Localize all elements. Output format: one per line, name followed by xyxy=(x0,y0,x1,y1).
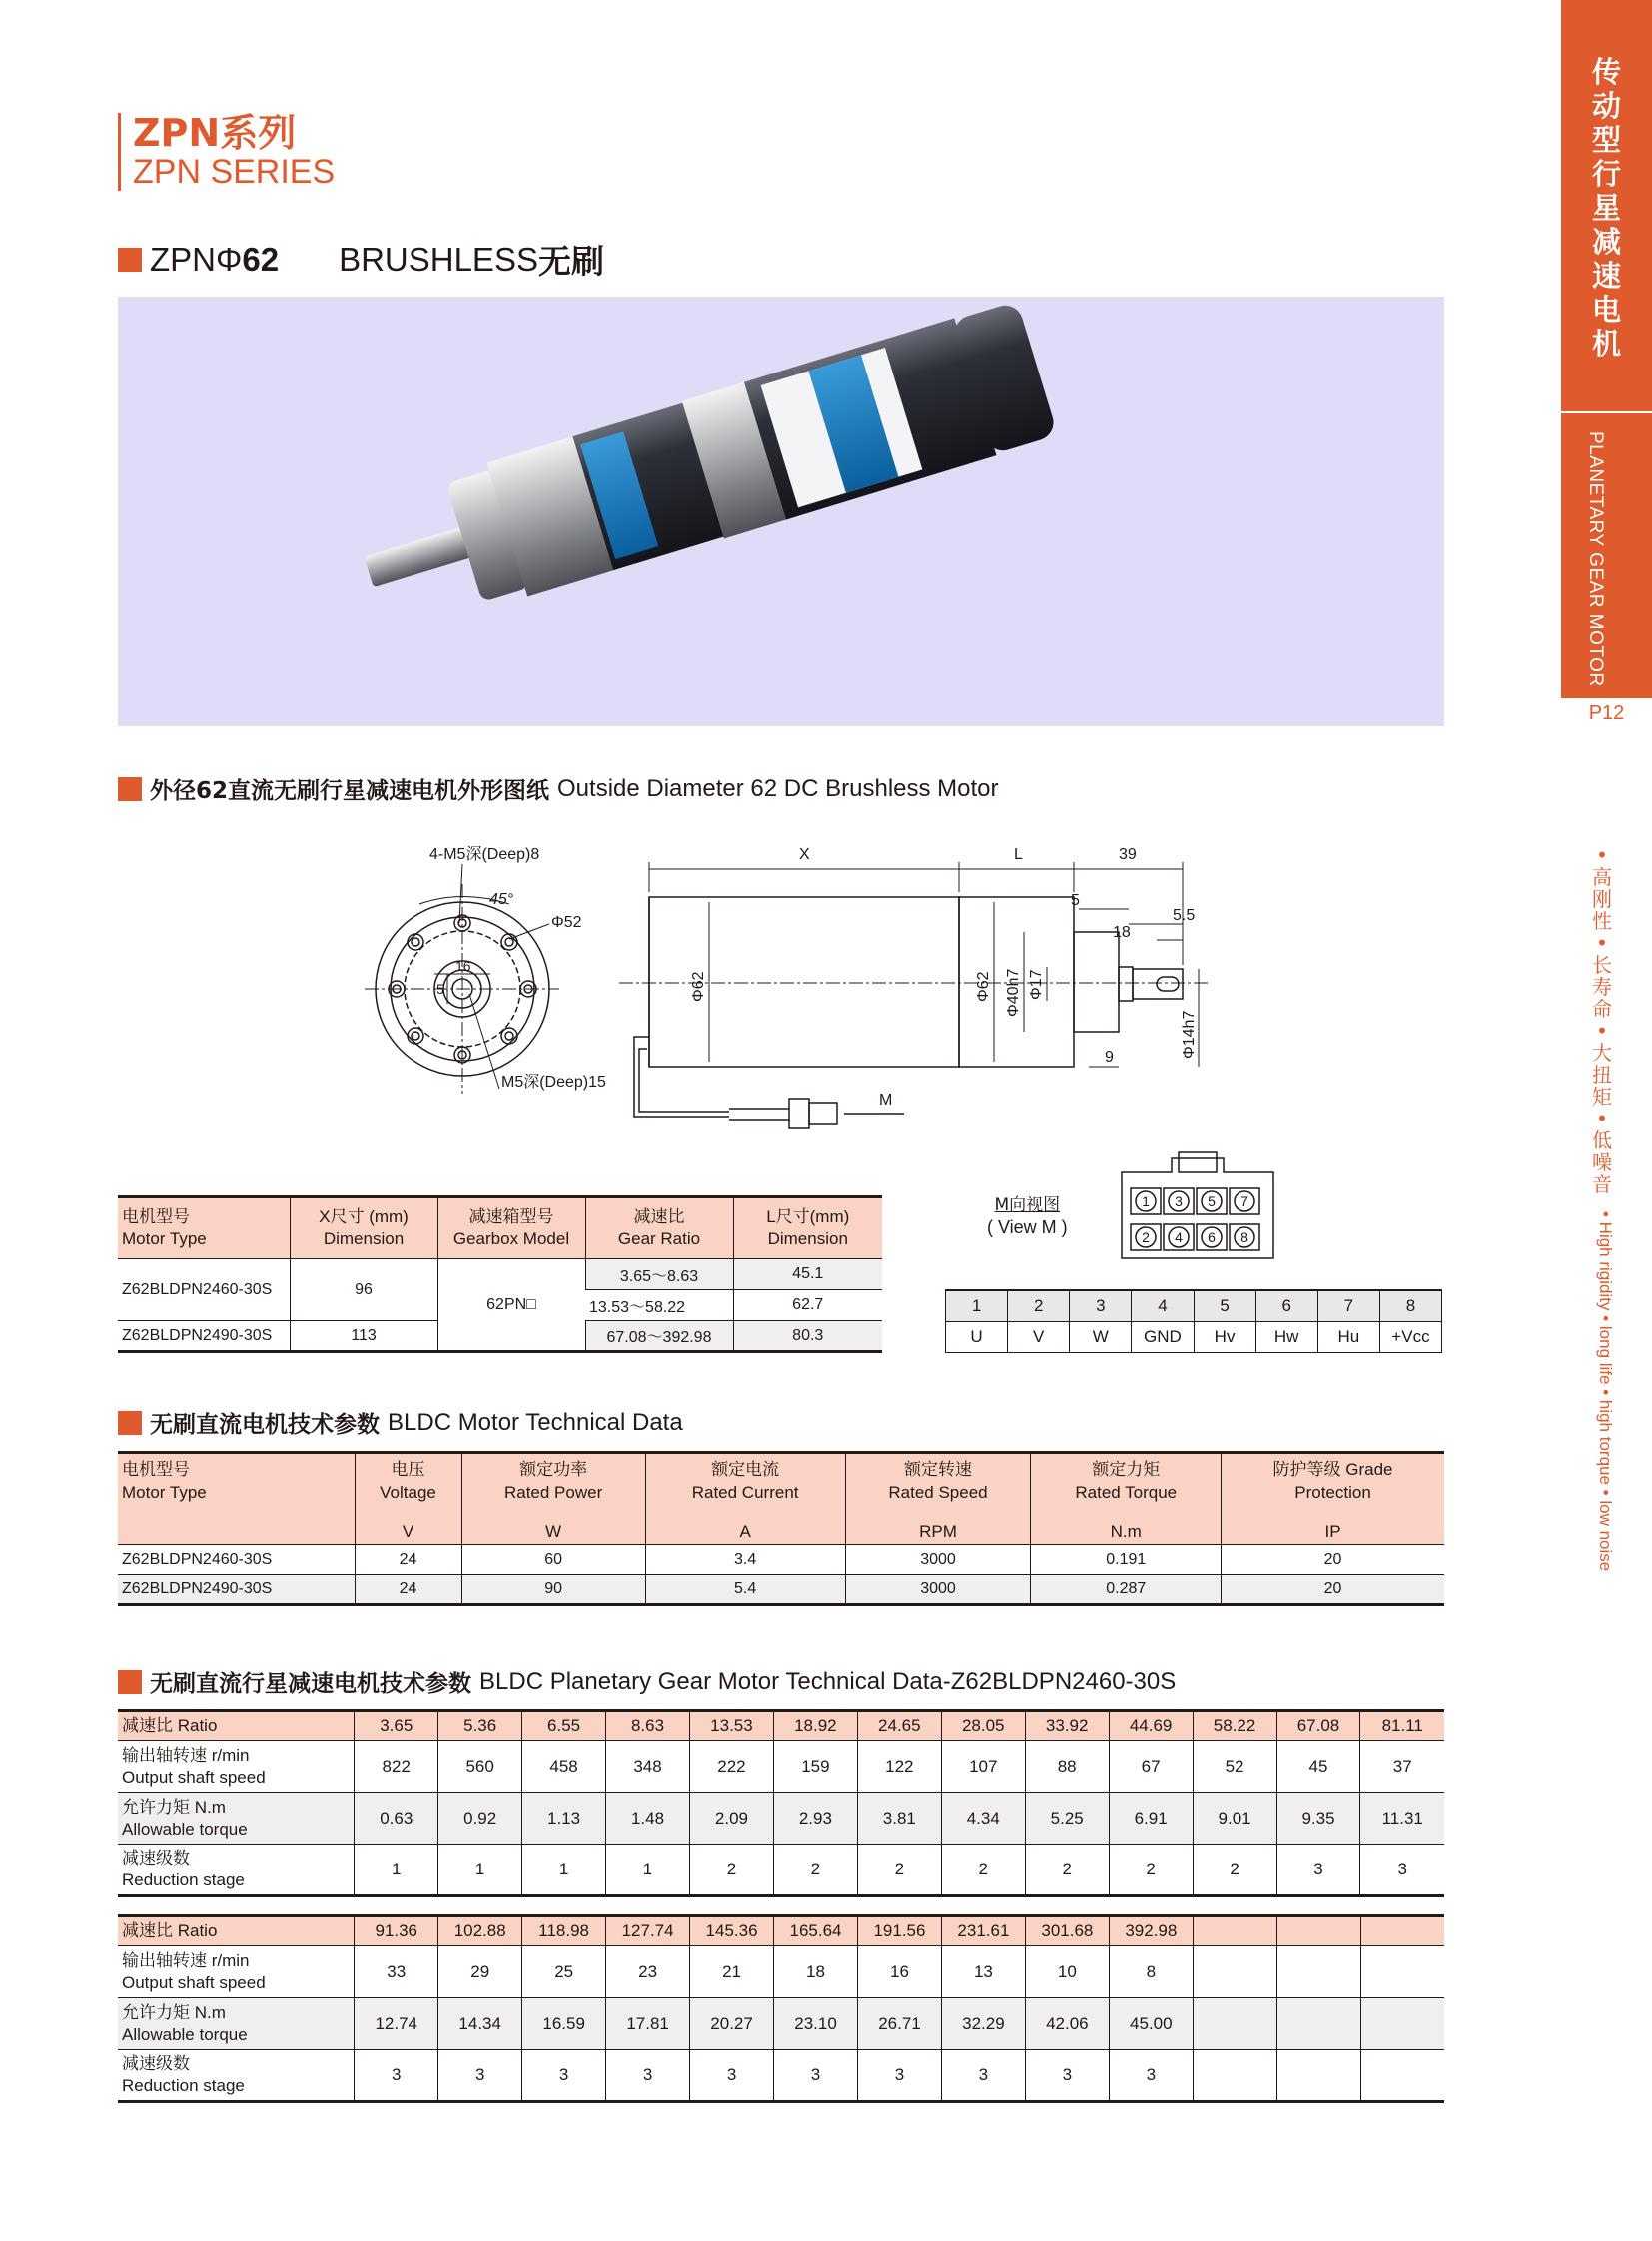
motor-type-cell: Z62BLDPN2490-30S xyxy=(118,1321,290,1352)
table-cell: 3 xyxy=(941,2050,1025,2102)
model-title xyxy=(118,236,604,283)
gear-ratio-cell: 67.08～392.98 xyxy=(585,1321,733,1352)
header-cn: 额定力矩 xyxy=(1092,1460,1161,1479)
table-cell: 1 xyxy=(438,1845,522,1896)
pin-signal: V xyxy=(1008,1321,1070,1352)
row-label-text: Allowable torque xyxy=(122,1819,248,1839)
row-label xyxy=(118,1793,355,1845)
model-type-en: BRUSHLESS xyxy=(339,240,538,278)
dim-phi62-motor: Φ62 xyxy=(690,971,707,1002)
table-cell: 16.59 xyxy=(522,1998,606,2050)
table-cell: 67 xyxy=(1109,1741,1193,1793)
table-cell xyxy=(1193,1998,1276,2050)
header-cn: 减速比 xyxy=(633,1207,685,1226)
view-m-en: ( View M ) xyxy=(987,1217,1068,1237)
table-cell: 191.56 xyxy=(857,1916,941,1946)
x-dimension-cell: 96 xyxy=(290,1259,437,1321)
row-label-text: 减速级数 xyxy=(122,1849,190,1868)
pin-label: 3 xyxy=(1175,1193,1183,1209)
table-cell: 11.31 xyxy=(1360,1793,1444,1845)
pin-number: 3 xyxy=(1070,1290,1132,1321)
table-cell: 127.74 xyxy=(606,1916,690,1946)
section-title-en: Outside Diameter 62 DC Brushless Motor xyxy=(557,774,999,802)
table-cell: 13 xyxy=(941,1946,1025,1998)
header-en: Protection xyxy=(1294,1483,1371,1502)
table-cell: 3 xyxy=(355,2050,438,2102)
dim-phi17: Φ17 xyxy=(1028,969,1045,1000)
table-cell xyxy=(1360,1916,1444,1946)
pin-number: 8 xyxy=(1379,1290,1441,1321)
table-cell: 0.287 xyxy=(1031,1575,1222,1605)
table-cell: 24.65 xyxy=(857,1711,941,1741)
section-gearmotor-tech-data xyxy=(118,1665,1176,1698)
table-cell: 3 xyxy=(1276,1845,1360,1896)
table-cell: 8 xyxy=(1109,1946,1193,1998)
table-cell: 3000 xyxy=(845,1545,1031,1575)
table-cell: 14.34 xyxy=(438,1998,522,2050)
side-tab-title: 传动型行星减速电机 xyxy=(1591,55,1621,361)
pin-number-row xyxy=(946,1290,1442,1321)
table-cell: 25 xyxy=(522,1946,606,1998)
pin-label: 1 xyxy=(1142,1193,1150,1209)
gearbox-model-cell: 62PN□ xyxy=(437,1259,585,1352)
table-cell: 1 xyxy=(355,1845,438,1896)
table-cell: 3 xyxy=(438,2050,522,2102)
header-en: Rated Current xyxy=(691,1483,799,1502)
table-cell: 44.69 xyxy=(1109,1711,1193,1741)
table-cell xyxy=(1276,2050,1360,2102)
table-cell: 20 xyxy=(1222,1545,1444,1575)
table-cell: 20.27 xyxy=(690,1998,774,2050)
unit-cell: A xyxy=(645,1515,845,1545)
header-cn: 额定电流 xyxy=(711,1460,780,1479)
table-cell xyxy=(1193,2050,1276,2102)
table-cell: 23 xyxy=(606,1946,690,1998)
table-cell: 5.25 xyxy=(1025,1793,1109,1845)
table-cell: 0.92 xyxy=(438,1793,522,1845)
table-unit-row xyxy=(118,1515,1444,1545)
features-cn: • 高刚性 • 长寿命 • 大扭矩 • 低噪音 xyxy=(1592,843,1612,1196)
pin-number: 7 xyxy=(1317,1290,1379,1321)
gear-ratio-cell: 3.65～8.63 xyxy=(585,1259,733,1290)
header-cn: 电压 xyxy=(391,1460,425,1479)
table-cell: 2 xyxy=(941,1845,1025,1896)
unit-cell xyxy=(118,1515,355,1545)
table-cell: 2 xyxy=(689,1845,773,1896)
table-header-row xyxy=(118,1453,1444,1515)
motor-type-cell: Z62BLDPN2460-30S xyxy=(118,1259,290,1321)
table-cell: 28.05 xyxy=(941,1711,1025,1741)
gear-ratio-cell: 13.53～58.22 xyxy=(585,1290,733,1321)
section-title-cn: 无刷直流行星减速电机技术参数 xyxy=(150,1671,471,1697)
gear-ratio-table-1 xyxy=(118,1709,1444,1897)
table-cell: 3.81 xyxy=(857,1793,941,1845)
table-cell xyxy=(1193,1946,1276,1998)
dim-16: 16 xyxy=(455,958,471,974)
table-row xyxy=(118,1259,882,1290)
dimension-table xyxy=(118,1195,882,1353)
pin-signal: GND xyxy=(1132,1321,1194,1352)
motor-tech-table xyxy=(118,1451,1444,1606)
table-cell: 3 xyxy=(1360,1845,1444,1896)
table-cell: 1.13 xyxy=(522,1793,606,1845)
side-tab-subtitle: PLANETARY GEAR MOTOR xyxy=(1585,431,1606,687)
pin-label: 8 xyxy=(1240,1229,1248,1245)
header-en: Voltage xyxy=(380,1483,436,1502)
ratio-row xyxy=(118,1916,1444,1946)
header-cn: 电机型号 xyxy=(122,1207,190,1226)
table-cell: 26.71 xyxy=(857,1998,941,2050)
dim-18: 18 xyxy=(1113,924,1131,941)
pin-signal: +Vcc xyxy=(1379,1321,1441,1352)
x-dimension-cell: 113 xyxy=(290,1321,437,1352)
page-number: P12 xyxy=(1561,696,1652,725)
row-label xyxy=(118,1845,355,1896)
table-cell: 33.92 xyxy=(1025,1711,1109,1741)
pin-signal: U xyxy=(946,1321,1008,1352)
table-cell: 42.06 xyxy=(1025,1998,1109,2050)
table-cell: 21 xyxy=(690,1946,774,1998)
header-en: Motor Type xyxy=(122,1483,207,1502)
pin-number: 4 xyxy=(1132,1290,1194,1321)
unit-cell: IP xyxy=(1222,1515,1444,1545)
l-dimension-cell: 80.3 xyxy=(733,1321,882,1352)
row-label-text: 减速级数 xyxy=(122,2054,190,2073)
output-shaft xyxy=(364,524,478,587)
row-label-text: 允许力矩 N.m xyxy=(122,1797,226,1817)
connector-view-m xyxy=(1117,1150,1278,1265)
table-cell: 231.61 xyxy=(941,1916,1025,1946)
row-label xyxy=(118,2050,355,2102)
unit-cell: V xyxy=(355,1515,461,1545)
dim-5: 5 xyxy=(436,981,444,997)
table-cell: 17.81 xyxy=(606,1998,690,2050)
header-en: Rated Torque xyxy=(1075,1483,1178,1502)
pin-signal-row xyxy=(946,1321,1442,1352)
table-cell: 3 xyxy=(690,2050,774,2102)
table-cell: 159 xyxy=(773,1741,857,1793)
dim-phi40h7: Φ40h7 xyxy=(1005,968,1022,1017)
row-label-text: Reduction stage xyxy=(122,1870,245,1889)
table-cell xyxy=(1360,1946,1444,1998)
torque-row xyxy=(118,1998,1444,2050)
row-label xyxy=(118,1711,355,1741)
table-row xyxy=(118,1575,1444,1605)
shaft-outline xyxy=(1133,969,1183,999)
stage-row xyxy=(118,1845,1444,1896)
row-label-text: 输出轴转速 r/min xyxy=(122,1950,250,1970)
table-cell: 1 xyxy=(522,1845,606,1896)
features-en: • High rigidity • long life • high torque • low noise xyxy=(1596,1211,1615,1572)
torque-row xyxy=(118,1793,1444,1845)
row-label xyxy=(118,1946,355,1998)
table-cell: 122 xyxy=(857,1741,941,1793)
table-cell: 16 xyxy=(857,1946,941,1998)
unit-cell: W xyxy=(461,1515,645,1545)
speed-row xyxy=(118,1741,1444,1793)
header-en: Dimension xyxy=(767,1229,848,1248)
view-m-label xyxy=(987,1194,1068,1238)
table-cell: 67.08 xyxy=(1276,1711,1360,1741)
dim-angle: 45° xyxy=(489,891,514,908)
ratio-row xyxy=(118,1711,1444,1741)
header-en: Dimension xyxy=(323,1229,405,1248)
front-view-drawing xyxy=(360,844,629,1128)
header-cn: 电机型号 xyxy=(122,1460,190,1479)
table-cell: 560 xyxy=(438,1741,522,1793)
table-cell: 6.91 xyxy=(1109,1793,1193,1845)
pin-assignment-table xyxy=(945,1289,1442,1353)
square-bullet-icon xyxy=(118,1670,142,1694)
side-view-drawing xyxy=(609,837,1209,1136)
table-cell: 60 xyxy=(461,1545,645,1575)
view-m-arrow-label: M xyxy=(879,1092,893,1109)
table-cell: 3 xyxy=(857,2050,941,2102)
table-cell: 6.55 xyxy=(522,1711,606,1741)
l-dimension-cell: 45.1 xyxy=(733,1259,882,1290)
table-cell xyxy=(1276,1998,1360,2050)
pin-signal: Hv xyxy=(1194,1321,1255,1352)
section-title-en: BLDC Planetary Gear Motor Technical Data-Z62BLDPN2460-30S xyxy=(479,1667,1177,1695)
table-cell: 822 xyxy=(355,1741,438,1793)
pin-label: 7 xyxy=(1240,1193,1248,1209)
table-cell: 2 xyxy=(773,1845,857,1896)
table-cell: 45 xyxy=(1276,1741,1360,1793)
row-label xyxy=(118,1741,355,1793)
header-cn: L尺寸(mm) xyxy=(766,1207,850,1226)
table-cell: 12.74 xyxy=(355,1998,438,2050)
table-cell: 32.29 xyxy=(941,1998,1025,2050)
row-label-text: Output shaft speed xyxy=(122,1972,266,1992)
table-cell: 10 xyxy=(1025,1946,1109,1998)
dim-9: 9 xyxy=(1105,1049,1114,1066)
l-dimension-cell: 62.7 xyxy=(733,1290,882,1321)
table-cell: 4.34 xyxy=(941,1793,1025,1845)
header-en: Rated Power xyxy=(503,1483,603,1502)
section-motor-tech-data xyxy=(118,1406,683,1439)
header-cn: 防护等级 Grade xyxy=(1272,1460,1393,1479)
dim-l: L xyxy=(1014,846,1023,863)
table-cell: 3 xyxy=(1025,2050,1109,2102)
pin-number: 1 xyxy=(946,1290,1008,1321)
square-bullet-icon xyxy=(118,777,142,801)
table-cell: 165.64 xyxy=(774,1916,858,1946)
speed-row xyxy=(118,1946,1444,1998)
table-cell: 24 xyxy=(355,1545,461,1575)
dim-holes: 4-M5深(Deep)8 xyxy=(429,846,540,863)
pin-label: 2 xyxy=(1142,1229,1150,1245)
section-title-cn: 无刷直流电机技术参数 xyxy=(150,1412,380,1438)
table-cell: 2 xyxy=(1193,1845,1276,1896)
table-cell: 58.22 xyxy=(1193,1711,1276,1741)
dim-phi14h7: Φ14h7 xyxy=(1181,1010,1198,1059)
header-en: Gear Ratio xyxy=(617,1229,701,1248)
header-en: Gearbox Model xyxy=(452,1229,570,1248)
series-title-en: ZPN SERIES xyxy=(133,153,336,191)
table-cell: 37 xyxy=(1360,1741,1444,1793)
table-cell xyxy=(1360,1998,1444,2050)
table-cell: 3 xyxy=(774,2050,858,2102)
table-cell: 3.4 xyxy=(645,1545,845,1575)
side-tab-category xyxy=(1561,0,1652,411)
table-cell: 90 xyxy=(461,1575,645,1605)
table-cell xyxy=(1193,1916,1276,1946)
section-title-en: BLDC Motor Technical Data xyxy=(388,1408,683,1436)
table-cell: 107 xyxy=(941,1741,1025,1793)
pin-label: 5 xyxy=(1208,1193,1216,1209)
unit-cell: N.m xyxy=(1031,1515,1222,1545)
pin-label: 6 xyxy=(1208,1229,1216,1245)
table-cell: 0.191 xyxy=(1031,1545,1222,1575)
table-cell: 91.36 xyxy=(355,1916,438,1946)
table-cell: 0.63 xyxy=(355,1793,438,1845)
pin-signal: W xyxy=(1070,1321,1132,1352)
table-cell: 23.10 xyxy=(774,1998,858,2050)
stage-row xyxy=(118,2050,1444,2102)
table-cell: 3000 xyxy=(845,1575,1031,1605)
table-cell: 33 xyxy=(355,1946,438,1998)
gear-ratio-table-2 xyxy=(118,1914,1444,2103)
table-cell: 392.98 xyxy=(1109,1916,1193,1946)
series-heading xyxy=(118,113,335,191)
table-cell: 348 xyxy=(606,1741,690,1793)
row-label xyxy=(118,1916,355,1946)
row-label-text: 减速比 Ratio xyxy=(122,1921,218,1940)
table-cell: 45.00 xyxy=(1109,1998,1193,2050)
table-cell: 1 xyxy=(606,1845,690,1896)
dim-39: 39 xyxy=(1119,846,1137,863)
dim-phi62-gearbox: Φ62 xyxy=(975,971,992,1002)
table-cell: 1.48 xyxy=(606,1793,690,1845)
table-cell: 2.93 xyxy=(773,1793,857,1845)
table-cell xyxy=(1276,1916,1360,1946)
table-cell: 301.68 xyxy=(1025,1916,1109,1946)
square-bullet-icon xyxy=(118,248,142,272)
gear-motor-image xyxy=(118,297,1444,726)
row-label-text: Allowable torque xyxy=(122,2024,248,2044)
table-cell: 2 xyxy=(1109,1845,1193,1896)
dim-5: 5 xyxy=(1071,892,1080,909)
header-cn: 额定转速 xyxy=(904,1460,972,1479)
pin-signal: Hw xyxy=(1255,1321,1317,1352)
table-cell: Z62BLDPN2490-30S xyxy=(118,1575,355,1605)
unit-cell: RPM xyxy=(845,1515,1031,1545)
square-bullet-icon xyxy=(118,1411,142,1435)
table-cell: 81.11 xyxy=(1360,1711,1444,1741)
header-en: Rated Speed xyxy=(888,1483,988,1502)
table-row xyxy=(118,1545,1444,1575)
row-label xyxy=(118,1998,355,2050)
table-cell: 3 xyxy=(606,2050,690,2102)
table-header-row xyxy=(118,1197,882,1259)
table-cell: 9.35 xyxy=(1276,1793,1360,1845)
table-cell: 3 xyxy=(522,2050,606,2102)
pin-number: 6 xyxy=(1255,1290,1317,1321)
model-prefix: ZPNΦ xyxy=(150,240,243,278)
table-cell: 145.36 xyxy=(690,1916,774,1946)
table-cell xyxy=(1360,2050,1444,2102)
table-cell: 5.4 xyxy=(645,1575,845,1605)
pin-signal: Hu xyxy=(1317,1321,1379,1352)
dim-x: X xyxy=(799,846,810,863)
table-cell: 222 xyxy=(689,1741,773,1793)
header-cn: X尺寸 (mm) xyxy=(319,1207,409,1226)
side-tab-subtitle-box xyxy=(1561,411,1652,696)
table-cell: 18.92 xyxy=(773,1711,857,1741)
row-label-text: 允许力矩 N.m xyxy=(122,2002,226,2022)
table-cell: 52 xyxy=(1193,1741,1276,1793)
table-cell: 29 xyxy=(438,1946,522,1998)
table-cell: 24 xyxy=(355,1575,461,1605)
table-cell: 5.36 xyxy=(438,1711,522,1741)
row-label-text: Output shaft speed xyxy=(122,1767,266,1787)
table-cell: 9.01 xyxy=(1193,1793,1276,1845)
dim-center-hole: M5深(Deep)15 xyxy=(501,1074,606,1091)
table-cell: 8.63 xyxy=(606,1711,690,1741)
table-cell: 2 xyxy=(857,1845,941,1896)
table-cell: 88 xyxy=(1025,1741,1109,1793)
model-size: 62 xyxy=(242,240,280,278)
table-cell: Z62BLDPN2460-30S xyxy=(118,1545,355,1575)
table-cell: 458 xyxy=(522,1741,606,1793)
table-cell: 2 xyxy=(1025,1845,1109,1896)
header-cn: 额定功率 xyxy=(519,1460,588,1479)
pin-label: 4 xyxy=(1175,1229,1183,1245)
header-en: Motor Type xyxy=(122,1229,207,1248)
model-type-cn: 无刷 xyxy=(537,242,604,281)
row-label-text: 输出轴转速 r/min xyxy=(122,1745,250,1765)
table-cell: 3.65 xyxy=(355,1711,438,1741)
table-cell: 20 xyxy=(1222,1575,1444,1605)
header-cn: 减速箱型号 xyxy=(468,1207,554,1226)
section-title-cn: 外径62直流无刷行星减速电机外形图纸 xyxy=(150,778,550,804)
view-m-cn: M向视图 xyxy=(994,1195,1061,1215)
dim-pcd: Φ52 xyxy=(551,914,582,931)
table-cell xyxy=(1276,1946,1360,1998)
pin-number: 2 xyxy=(1008,1290,1070,1321)
flange-outline xyxy=(1074,932,1119,1032)
table-cell: 18 xyxy=(774,1946,858,1998)
row-label-text: Reduction stage xyxy=(122,2076,245,2095)
table-cell: 2.09 xyxy=(689,1793,773,1845)
section-outline-drawing xyxy=(118,772,999,805)
row-label-text: 减速比 Ratio xyxy=(122,1716,218,1735)
product-photo xyxy=(118,297,1444,726)
table-cell: 118.98 xyxy=(522,1916,606,1946)
table-cell: 3 xyxy=(1109,2050,1193,2102)
dim-5-5: 5.5 xyxy=(1173,907,1196,924)
series-title-cn: ZPN系列 xyxy=(133,111,297,155)
table-cell: 102.88 xyxy=(438,1916,522,1946)
pin-number: 5 xyxy=(1194,1290,1255,1321)
table-cell: 13.53 xyxy=(689,1711,773,1741)
